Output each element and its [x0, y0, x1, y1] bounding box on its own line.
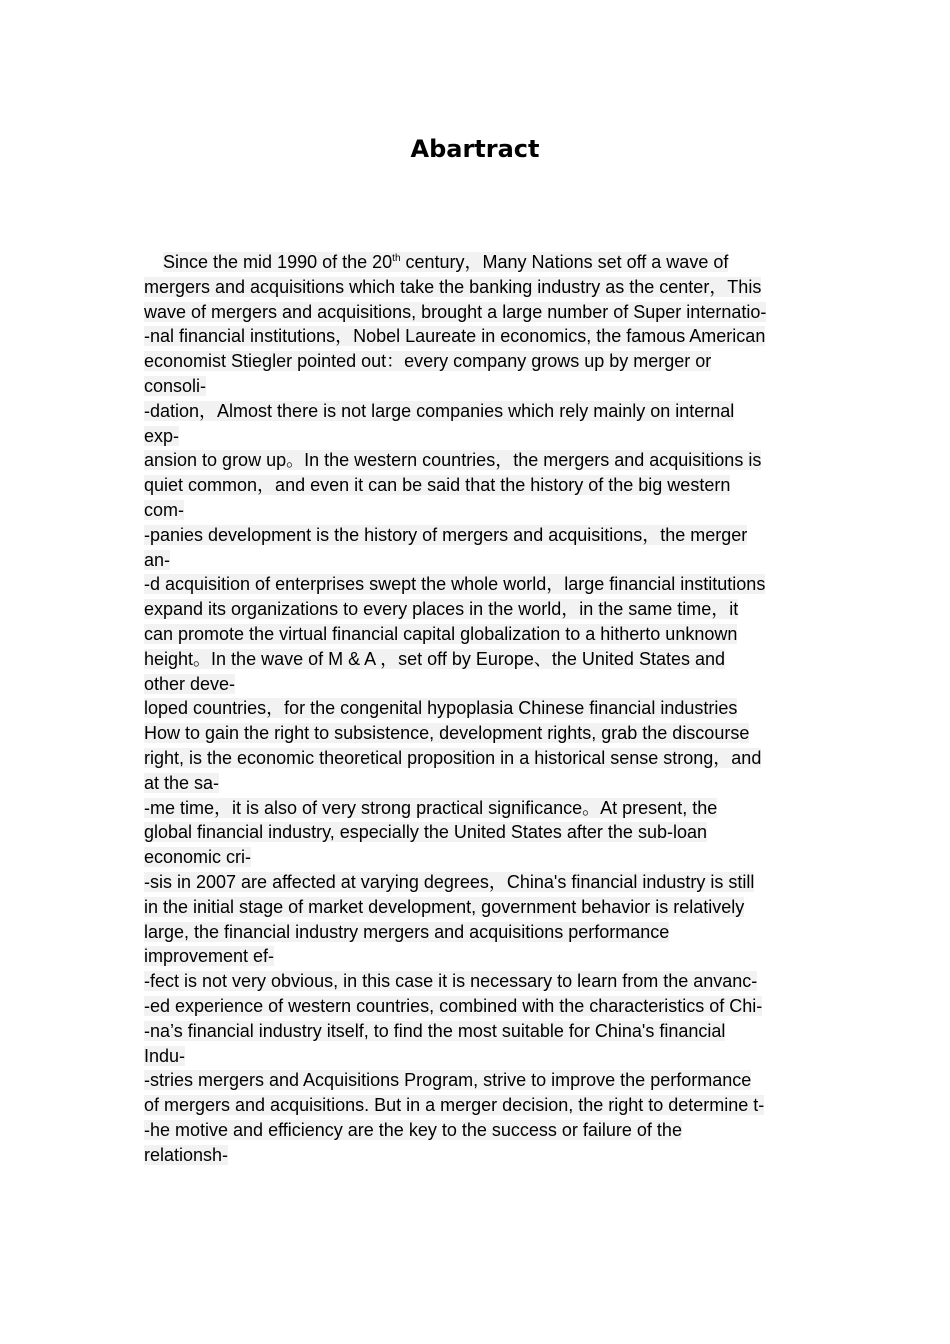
- text-line: [144, 647, 814, 672]
- text-line: [144, 300, 814, 325]
- text-line: [144, 275, 814, 300]
- text-line: [144, 498, 814, 523]
- text-line-content: com-: [144, 499, 184, 520]
- text-line: [144, 448, 814, 473]
- text-line-content: improvement ef-: [144, 946, 275, 967]
- text-line-content: consoli-: [144, 375, 207, 396]
- text-line-content: ansion to grow up。In the western countries，the mergers and acquisitions is: [144, 450, 762, 471]
- text-line-content: -na’s financial industry itself, to find the most suitable for China's financial: [144, 1020, 726, 1041]
- text-line: [144, 324, 814, 349]
- text-line-content: exp-: [144, 425, 180, 446]
- first-line-text: Since the mid 1990 of the 20: [163, 252, 393, 272]
- text-line: [144, 399, 814, 424]
- text-line-content: Indu-: [144, 1045, 186, 1066]
- text-line-content: an-: [144, 549, 171, 570]
- text-line-content: -he motive and efficiency are the key to the success or failure of the: [144, 1119, 682, 1140]
- ordinal-suffix: th: [392, 253, 401, 264]
- document-title: Abartract: [410, 135, 540, 163]
- text-line-content: can promote the virtual financial capital globalization to a hitherto unknown: [144, 623, 738, 644]
- text-line: [144, 994, 814, 1019]
- text-line: [144, 622, 814, 647]
- text-line: [144, 597, 814, 622]
- text-line: [144, 572, 814, 597]
- text-line: [144, 1093, 814, 1118]
- text-line: [144, 969, 814, 994]
- text-line-content: -d acquisition of enterprises swept the whole world，large financial institutions: [144, 574, 766, 595]
- text-line-content: -ed experience of western countries, combined with the characteristics of Chi-: [144, 995, 763, 1016]
- text-line: [144, 1044, 814, 1069]
- text-line: [144, 523, 814, 548]
- text-line: [144, 721, 814, 746]
- text-line: [144, 473, 814, 498]
- text-line-content: other deve-: [144, 673, 236, 694]
- abstract-body: [144, 250, 814, 1167]
- text-line: [144, 944, 814, 969]
- text-line: [144, 548, 814, 573]
- text-line-content: economist Stiegler pointed out：every company grows up by merger or: [144, 351, 712, 372]
- text-line: [144, 895, 814, 920]
- text-line: [144, 820, 814, 845]
- text-line-content: -stries mergers and Acquisitions Program, strive to improve the performance: [144, 1070, 752, 1091]
- text-line-content: relationsh-: [144, 1144, 229, 1165]
- text-line-content: mergers and acquisitions which take the banking industry as the center，This: [144, 276, 762, 297]
- text-line-content: right, is the economic theoretical proposition in a historical sense strong，and: [144, 747, 762, 768]
- text-line: [144, 1143, 814, 1168]
- text-line: [144, 424, 814, 449]
- text-line-content: -sis in 2007 are affected at varying degrees，China's financial industry is still: [144, 871, 755, 892]
- text-line-content: in the initial stage of market development, government behavior is relatively: [144, 896, 745, 917]
- text-lines: [144, 275, 814, 1168]
- text-line: [144, 250, 814, 275]
- text-line-content: height。In the wave of M & A ，set off by Europe、the United States and: [144, 648, 726, 669]
- text-line-content: economic cri-: [144, 847, 252, 868]
- text-line-content: -fect is not very obvious, in this case it is necessary to learn from the anvanc-: [144, 971, 758, 992]
- first-line-text-rest: century，Many Nations set off a wave of: [400, 252, 729, 272]
- text-line-content: -panies development is the history of mergers and acquisitions，the merger: [144, 524, 748, 545]
- text-line: [144, 349, 814, 374]
- text-line: [144, 746, 814, 771]
- text-line-content: loped countries，for the congenital hypoplasia Chinese financial industries: [144, 698, 738, 719]
- text-line: [144, 672, 814, 697]
- text-line: [144, 870, 814, 895]
- text-line-content: How to gain the right to subsistence, development rights, grab the discourse: [144, 723, 750, 744]
- text-line: [144, 920, 814, 945]
- text-line: [144, 771, 814, 796]
- text-line-content: expand its organizations to every places in the world，in the same time，it: [144, 599, 739, 620]
- text-line-content: large, the financial industry mergers and acquisitions performance: [144, 921, 670, 942]
- text-line-content: of mergers and acquisitions. But in a merger decision, the right to determine t-: [144, 1095, 765, 1116]
- text-line-content: at the sa-: [144, 772, 220, 793]
- text-line-content: -nal financial institutions，Nobel Laureate in economics, the famous American: [144, 326, 766, 347]
- text-line: [144, 1068, 814, 1093]
- text-line: [144, 1019, 814, 1044]
- text-line-content: wave of mergers and acquisitions, brought a large number of Super internatio-: [144, 301, 767, 322]
- text-line: [144, 796, 814, 821]
- text-line: [144, 845, 814, 870]
- text-line: [144, 696, 814, 721]
- text-line: [144, 1118, 814, 1143]
- text-line-content: -dation，Almost there is not large companies which rely mainly on internal: [144, 400, 735, 421]
- text-line-content: -me time，it is also of very strong practical significance。At present, the: [144, 797, 718, 818]
- text-line-content: global financial industry, especially the United States after the sub-loan: [144, 822, 707, 843]
- text-line-content: quiet common，and even it can be said that the history of the big western: [144, 475, 731, 496]
- text-line: [144, 374, 814, 399]
